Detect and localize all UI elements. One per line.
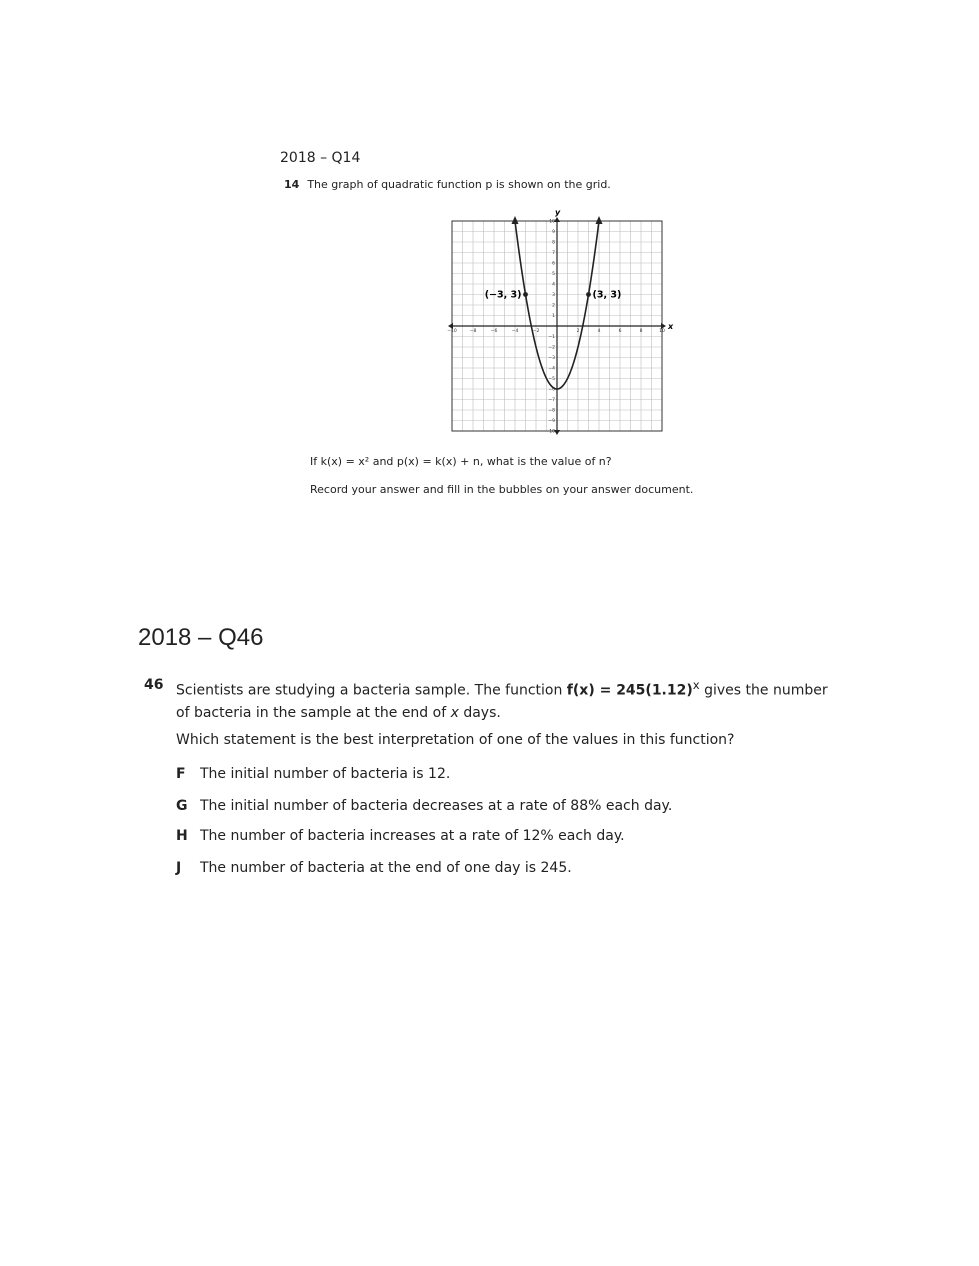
y-tick-label: −5: [548, 377, 555, 383]
y-tick-label: −3: [548, 356, 555, 362]
q46-heading: 2018 – Q46: [138, 624, 264, 651]
q14-question: If k(x) = x² and p(x) = k(x) + n, what is the value of n?: [310, 455, 612, 468]
y-tick-label: 1: [552, 314, 555, 320]
y-tick-label: −4: [548, 366, 555, 372]
x-tick-label: −2: [532, 329, 540, 334]
q46-exponent: x: [692, 678, 700, 692]
choice-j[interactable]: [176, 860, 572, 876]
q14-number: 14: [284, 178, 300, 191]
choice-letter: F: [176, 766, 186, 782]
y-tick-label: −9: [548, 419, 555, 425]
y-tick-label: −7: [548, 398, 555, 404]
q14-instruction: Record your answer and fill in the bubbles on your answer document.: [310, 483, 694, 496]
y-tick-label: 10: [549, 219, 555, 225]
curve-arrow-left: [512, 216, 519, 224]
x-tick-label: 8: [639, 329, 643, 334]
q46-prompt: Which statement is the best interpretation of one of the values in this function?: [176, 732, 735, 748]
q14-stem-text: The graph of quadratic function p is shown on the grid.: [307, 178, 611, 191]
x-axis-label: x: [668, 322, 674, 331]
point-left: [523, 292, 528, 297]
y-tick-label: −10: [545, 429, 555, 435]
point-left-label: (−3, 3): [484, 289, 522, 301]
y-tick-label: −8: [548, 408, 555, 414]
x-tick-label: 4: [597, 329, 601, 334]
y-tick-label: 9: [552, 230, 555, 236]
choice-g[interactable]: [176, 798, 672, 814]
choice-text: The number of bacteria at the end of one day is 245.: [200, 860, 572, 876]
x-tick-label: −4: [511, 329, 519, 334]
q46-stem-text: Scientists are studying a bacteria sample. The function $f(x) = 245(1.12)^x$ gives the number of bacteria in the sample at the end of x days.: [176, 678, 828, 721]
q14-heading: 2018 – Q14: [280, 150, 361, 166]
quadratic-graph: [440, 206, 680, 438]
choice-letter: G: [176, 798, 188, 814]
point-right: [586, 292, 591, 297]
q46-stem: [144, 674, 844, 724]
x-tick-label: −10: [447, 329, 457, 334]
y-tick-label: −1: [548, 335, 555, 341]
graph-marks: [485, 216, 622, 301]
x-tick-label: 6: [618, 329, 622, 334]
curve-arrow-right: [596, 216, 603, 224]
x-tick-label: −8: [469, 329, 477, 334]
graph-tick-labels: [447, 219, 665, 435]
y-tick-label: 8: [552, 240, 555, 246]
choice-text: The initial number of bacteria decreases at a rate of 88% each day.: [200, 798, 673, 814]
y-tick-label: −6: [548, 387, 555, 393]
y-tick-label: 4: [552, 282, 555, 288]
choice-letter: H: [176, 828, 188, 844]
choice-text: The initial number of bacteria is 12.: [200, 766, 451, 782]
q46-function: f(x) = 245(1.12): [566, 682, 693, 699]
y-tick-label: 2: [552, 303, 555, 309]
x-tick-label: −6: [490, 329, 498, 334]
x-tick-label: 10: [659, 329, 665, 334]
choice-f[interactable]: [176, 766, 450, 782]
choice-h[interactable]: [176, 828, 625, 844]
q14-stem: [284, 178, 611, 191]
y-tick-label: 5: [552, 272, 555, 278]
x-tick-label: 2: [576, 329, 580, 334]
y-tick-label: −2: [548, 345, 555, 351]
y-tick-label: 7: [552, 251, 555, 257]
point-right-label: (3, 3): [592, 289, 622, 301]
q46-number: 46: [144, 677, 164, 693]
y-tick-label: 3: [552, 293, 555, 299]
choice-letter: J: [176, 860, 182, 876]
choice-text: The number of bacteria increases at a rate of 12% each day.: [200, 828, 625, 844]
y-axis-label: y: [555, 208, 561, 217]
y-tick-label: 6: [552, 261, 555, 267]
